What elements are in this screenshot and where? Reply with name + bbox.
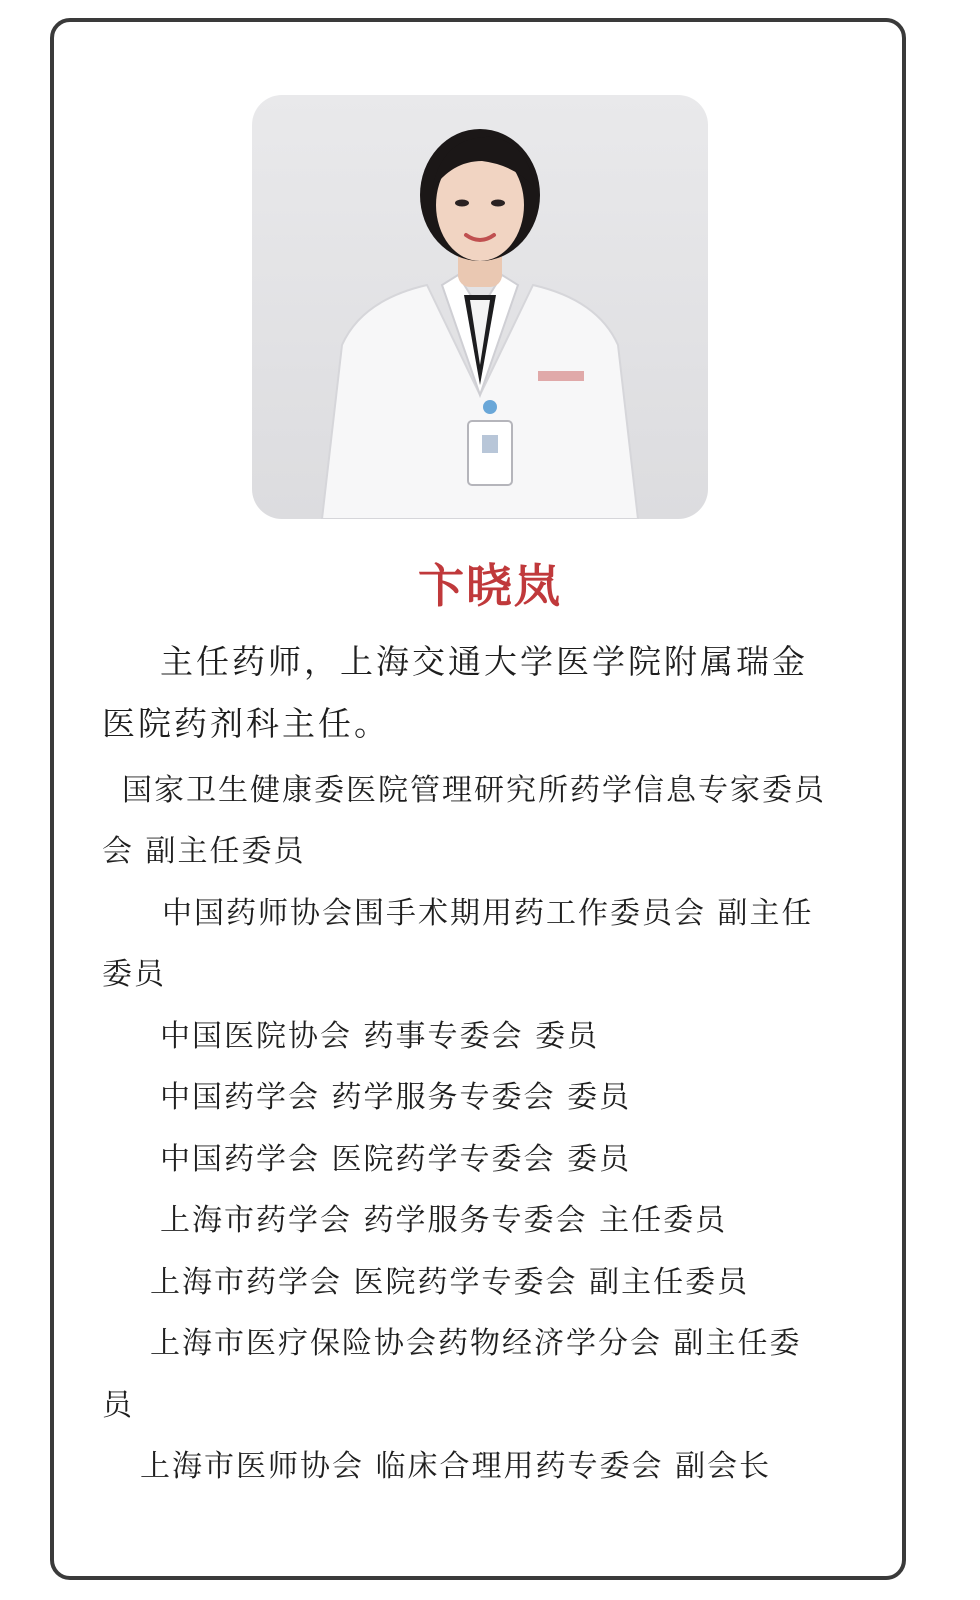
role-line: 中国药学会 医院药学专委会 委员 [160, 1142, 632, 1177]
role-line: 中国药师协会围手术期用药工作委员会 副主任 [162, 896, 814, 931]
intro-line-1: 主任药师，上海交通大学医学院附属瑞金 [160, 642, 808, 681]
role-line: 上海市药学会 药学服务专委会 主任委员 [160, 1203, 728, 1238]
role-line: 中国医院协会 药事专委会 委员 [160, 1019, 600, 1054]
doctor-photo [252, 95, 708, 519]
intro-line-2: 医院药剂科主任。 [102, 704, 390, 743]
doctor-portrait-illustration [252, 95, 708, 519]
role-line: 上海市医师协会 临床合理用药专委会 副会长 [140, 1449, 772, 1484]
role-line: 委员 [102, 957, 166, 992]
role-line: 国家卫生健康委医院管理研究所药学信息专家委员 [122, 773, 826, 808]
role-line: 上海市药学会 医院药学专委会 副主任委员 [150, 1265, 750, 1300]
role-line: 员 [102, 1388, 134, 1423]
role-line: 中国药学会 药学服务专委会 委员 [160, 1080, 632, 1115]
role-line: 上海市医疗保险协会药物经济学分会 副主任委 [150, 1326, 802, 1361]
role-line: 会 副主任委员 [102, 834, 306, 869]
doctor-name: 卞晓岚 [418, 559, 562, 613]
